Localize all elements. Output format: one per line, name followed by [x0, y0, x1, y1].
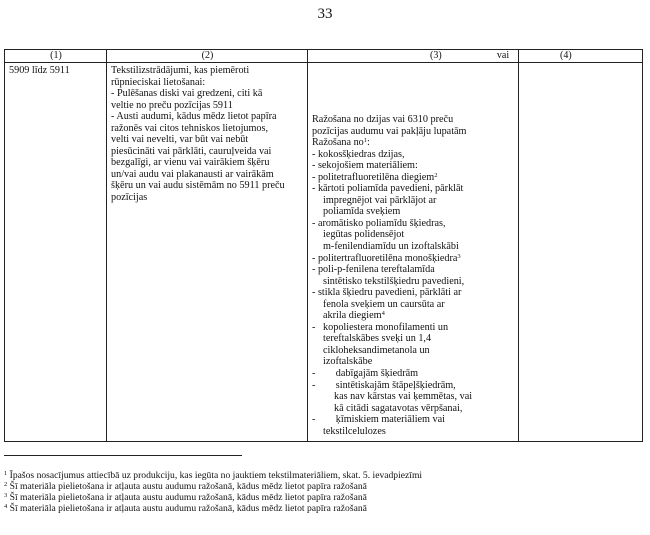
- footnote-3: $^3$ Šī materiāla pielietošana ir atļauta austu audumu ražošanā, kādus mēdz lietot papīra ražošanā: [4, 492, 367, 503]
- process-line: - politetrafluoretilēna diegiem$^2$: [312, 171, 438, 183]
- col-divider-2: [307, 50, 308, 441]
- desc-line: veltie no preču pozīcijas 5911: [111, 99, 233, 111]
- header-col2: (2): [201, 50, 214, 61]
- row-code: 5909 līdz 5911: [9, 65, 70, 76]
- desc-line: un/vai audu vai plakanausti ar vairākām: [111, 168, 274, 180]
- desc-line: bezgalīgi, ar vienu vai vairākiem šķēru: [111, 157, 270, 169]
- footnote-2: $^2$ Šī materiāla pielietošana ir atļauta austu audumu ražošanā, kādus mēdz lietot papīra ražošanā: [4, 481, 367, 492]
- footnote-ref-1: 1: [363, 137, 368, 145]
- desc-line: šķēru un vai audu sistēmām no 5911 preču: [111, 180, 285, 192]
- process-line: kas nav kārstas vai ķemmētas, vai: [334, 391, 473, 403]
- page-number: 33: [317, 6, 333, 22]
- process-line: kā citādi sagatavotas vērpšanai,: [334, 402, 463, 414]
- desc-line: - Austi audumi, kādus mēdz lietot papīra: [111, 111, 277, 123]
- process-line: - stikla šķiedru pavedieni, pārklāti ar: [312, 287, 462, 299]
- process-line: - ķīmiskiem materiāliem vai: [312, 414, 445, 426]
- process-line: tereftalskābes sveķi un 1,4: [323, 333, 432, 345]
- process-line: iegūtas polidensējot: [323, 229, 405, 241]
- desc-line: pozīcijas: [111, 192, 148, 204]
- process-line: Ražošana $no^1$:: [312, 137, 370, 149]
- row-process: [312, 114, 516, 437]
- process-line: - aromātisko poliamīdu šķiedras,: [312, 217, 446, 229]
- process-line: - sintētiskajām štāpeļšķiedrām,: [312, 379, 456, 391]
- header-vai: vai: [496, 50, 510, 61]
- header-col1: (1): [50, 50, 62, 61]
- process-line: - kārtoti poliamīda pavedieni, pārklāt: [312, 183, 464, 195]
- footnote-1: $^1$ Īpašos nosacījumus attiecībā uz produkciju, kas iegūta no jauktiem tekstilmateriāliem, skat. 5. ievadpiezīmi: [4, 470, 423, 481]
- desc-line: Tekstilizstrādājumi, kas piemēroti: [111, 65, 250, 76]
- process-line: - politertrafluoretilēna monošķiedra$^3$: [312, 252, 461, 264]
- col-divider-1: [106, 50, 107, 441]
- process-line: Ražošana no dzijas vai 6310 preču: [312, 114, 454, 125]
- process-line: tekstilcelulozes: [323, 425, 386, 437]
- desc-line: piesūcināti vai pārklāti, cauruļveida vai: [111, 145, 272, 157]
- process-line: - dabīgajām šķiedrām: [312, 368, 419, 380]
- desc-line: rūpnieciskai lietošanai:: [111, 76, 206, 88]
- rules-table: [4, 49, 643, 442]
- process-line: m-fenilendiamīdu un izoftalskābi: [323, 241, 459, 253]
- process-line: poliamīda sveķiem: [323, 206, 401, 218]
- desc-line: - Pulēšanas diski vai gredzeni, citi kā: [111, 88, 263, 100]
- table-header: [5, 50, 642, 63]
- process-line: pozīcijas audumu vai pakļāju lupatām: [312, 125, 467, 137]
- desc-line: velti vai nevelti, var būt vai nebūt: [111, 134, 249, 146]
- process-line: izoftalskābe: [323, 356, 373, 368]
- footnote-ref-2: 2: [434, 171, 438, 179]
- col-divider-3: [518, 50, 519, 441]
- row-description: [111, 65, 305, 204]
- process-line: impregnējot vai pārklājot ar: [323, 194, 437, 206]
- desc-line: ražonēs vai citos tehniskos lietojumos,: [111, 122, 269, 134]
- process-line: sintētisko tekstilšķiedru pavedieni,: [323, 275, 465, 287]
- process-line: akrila diegiem$^4$: [323, 310, 385, 322]
- process-line: - kopoliestera monofilamenti un: [312, 321, 449, 333]
- footnote-ref-3: 3: [457, 252, 461, 260]
- footnote-rule: [4, 455, 242, 456]
- header-col3: (3): [430, 50, 442, 61]
- footnote-ref-4: 4: [381, 310, 385, 318]
- process-line: - sekojošiem materiāliem:: [312, 160, 418, 172]
- footnote-4: $^4$ Šī materiāla pielietošana ir atļauta austu audumu ražošanā, kādus mēdz lietot papīra ražošanā: [4, 503, 367, 514]
- process-line: - kokosšķiedras dzijas,: [312, 148, 405, 160]
- process-line: - poli-p-fenilena tereftalamīda: [312, 264, 435, 276]
- process-line: cikloheksandimetanola un: [323, 344, 430, 356]
- process-line: fenola sveķiem un caursūta ar: [323, 298, 445, 310]
- header-col4: (4): [560, 50, 572, 61]
